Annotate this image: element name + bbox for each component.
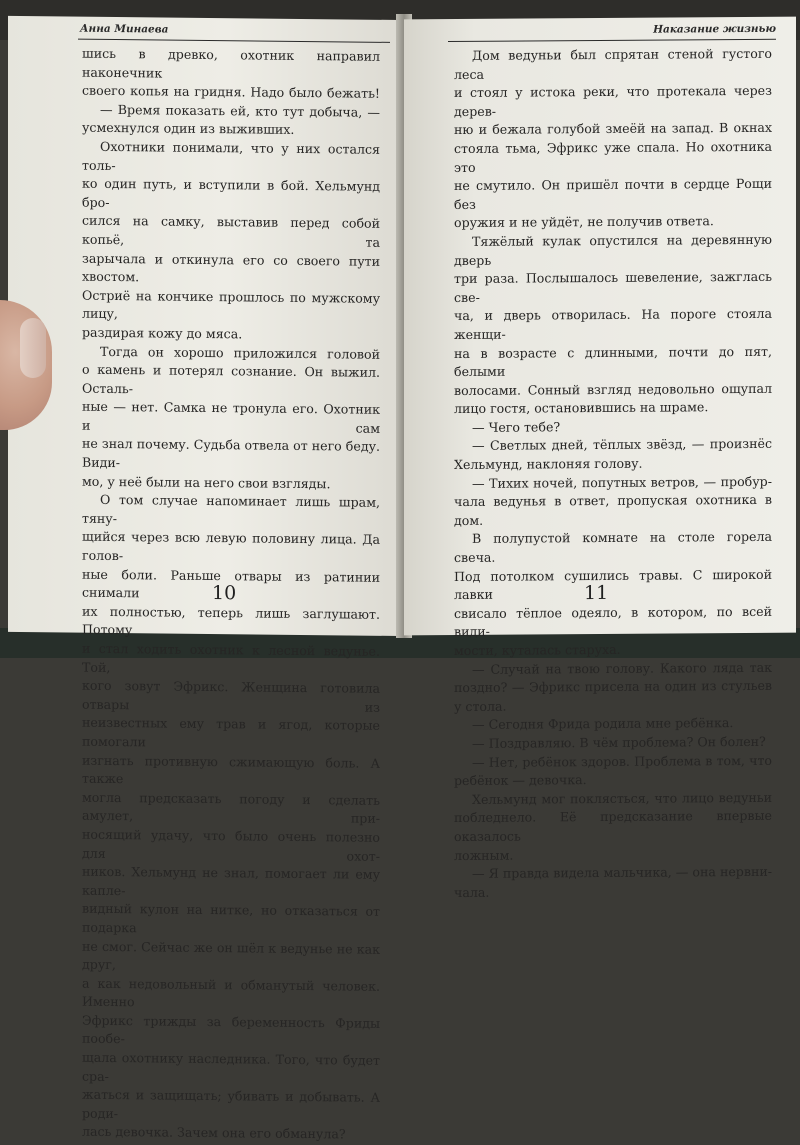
text-line: О том случае напоминает лишь шрам, тяну-: [82, 492, 380, 526]
text-line: раздирая кожу до мяса.: [82, 324, 243, 342]
text-line: свисало тёплое одеяло, в котором, по всей види-: [454, 603, 772, 640]
right-page-number: 11: [584, 581, 609, 605]
text-line: ные — нет. Самка не тронула его. Охотник и сам: [82, 398, 380, 436]
text-line: ча, и дверь отворилась. На пороге стояла женщи-: [454, 306, 772, 342]
text-line: их полностью, теперь лишь заглушают. Потому: [82, 603, 380, 638]
text-line: щийся через всю левую половину лица. Да голов-: [82, 529, 380, 564]
text-line: зарычала и откинула его со своего пути хвостом.: [82, 250, 380, 285]
text-line: Остриё на кончике прошлось по мужскому лицу,: [82, 287, 380, 322]
text-line: у стола.: [454, 698, 507, 714]
text-line: Охотники понимали, что у них остался толь-: [82, 138, 380, 173]
text-line: ложным.: [454, 847, 514, 863]
text-line: — Тихих ночей, попутных ветров, — пробур-: [472, 473, 772, 491]
text-line: Дом ведуньи был спрятан стеной густого леса: [454, 45, 772, 82]
text-line: и стоял у истока реки, что протекала через дерев-: [454, 82, 772, 119]
text-line: кого зовут Эфрикс. Женщина готовила отвары из: [82, 677, 380, 715]
text-line: — Сегодня Фрида родила мне ребёнка.: [472, 715, 734, 733]
text-line: щала охотнику наследника. Того, что будет сра-: [82, 1049, 380, 1084]
text-line: лась девочка. Зачем она его обманула?: [82, 1124, 346, 1142]
text-line: мо, у неё были на него свои взгляды.: [82, 473, 331, 491]
text-line: три раза. Послышалось шевеление, зажглась све-: [454, 268, 772, 305]
text-line: оружия и не уйдёт, не получив ответа.: [454, 213, 714, 231]
left-page-number: 10: [212, 582, 237, 605]
text-line: волосами. Сонный взгляд недовольно ощупал: [454, 380, 772, 398]
left-page-header: Анна Минаева: [80, 22, 169, 36]
text-line: лицо гостя, остановившись на шраме.: [454, 399, 709, 417]
text-line: — Нет, ребёнок здоров. Проблема в том, что: [472, 752, 772, 770]
text-line: Эфрикс трижды за беременность Фриды пообе-: [82, 1012, 380, 1047]
text-line: ребёнок — девочка.: [454, 772, 587, 789]
text-line: — Светлых дней, тёплых звёзд, — произнёс: [472, 436, 772, 454]
text-line: ко один путь, и вступили в бой. Хельмунд бро-: [82, 175, 380, 210]
text-line: своего копья на гридня. Надо было бежать!: [82, 82, 380, 101]
right-page-text: [454, 45, 772, 903]
text-line: Хельмунд мог поклясться, что лицо ведуньи: [472, 789, 772, 807]
right-header-rule: [448, 39, 776, 42]
text-line: видный кулон на нитке, но отказаться от подарка: [82, 900, 380, 936]
text-line: и стал ходить охотник к лесной ведунье. Той,: [82, 640, 380, 675]
text-line: а как недовольный и обманутый человек. Именно: [82, 975, 380, 1010]
text-line: жаться и защищать; убивать и добывать. А роди-: [82, 1086, 380, 1121]
text-line: — Я правда видела мальчика, — она нервни-: [472, 863, 772, 882]
text-line: не знал почему. Судьба отвела от него беду. Види-: [82, 436, 380, 471]
text-line: — Чего тебе?: [472, 419, 561, 435]
text-line: ню и бежала голубой змеёй на запад. В окнах: [454, 120, 772, 138]
text-line: ные боли. Раньше отвары из ратинии снимали: [82, 566, 380, 601]
text-line: побледнело. Её предсказание впервые оказалось: [454, 808, 772, 844]
right-page: [404, 17, 796, 900]
text-line: поздно? — Эфрикс присела на один из стульев: [454, 677, 772, 696]
left-page: [8, 16, 408, 1142]
text-line: не смутило. Он пришёл почти в сердце Рощи без: [454, 175, 772, 212]
text-line: — Случай на твою голову. Какого ляда так: [472, 659, 772, 677]
text-line: на в возрасте с длинными, почти до пят, белыми: [454, 343, 772, 380]
text-line: чала.: [454, 884, 490, 900]
left-header-rule: [78, 39, 390, 43]
text-line: сился на самку, выставив перед собой копьё, та: [82, 213, 380, 250]
text-line: о камень и потерял сознание. Он выжил. Осталь-: [82, 361, 380, 396]
text-line: Хельмунд, наклоняя голову.: [454, 455, 643, 473]
text-line: могла предсказать погоду и сделать амулет, при-: [82, 789, 380, 827]
text-line: изгнать противную сжимающую боль. А также: [82, 752, 380, 787]
thumbnail: [20, 318, 46, 378]
text-line: усмехнулся один из выживших.: [82, 120, 295, 138]
text-line: В полупустой комнате на столе горела свеча.: [454, 529, 772, 566]
text-line: ников. Хельмунд не знал, помогает ли ему капле-: [82, 863, 380, 898]
text-line: шись в древко, охотник направил наконечник: [82, 45, 380, 81]
text-line: — Время показать ей, кто тут добыча, —: [100, 101, 380, 120]
text-line: мости, куталась старуха.: [454, 641, 621, 659]
text-line: не смог. Сейчас же он шёл к ведунье не как друг,: [82, 938, 380, 973]
text-line: Тяжёлый кулак опустился на деревянную дверь: [454, 231, 772, 268]
text-line: Тогда он хорошо приложился головой: [100, 343, 380, 362]
right-page-header: Наказание жизнью: [653, 22, 776, 36]
text-line: носящий удачу, что было очень полезно для охот-: [82, 826, 380, 864]
text-line: — Поздравляю. В чём проблема? Он болен?: [472, 733, 766, 751]
text-line: Под потолком сушились травы. С широкой лавки: [454, 566, 772, 603]
text-line: чала ведунья в ответ, пропуская охотника в дом.: [454, 492, 772, 528]
text-line: неизвестных ему трав и ягод, которые помогали: [82, 715, 380, 750]
text-line: стояла тьма, Эфрикс уже спала. Но охотника это: [454, 138, 772, 175]
